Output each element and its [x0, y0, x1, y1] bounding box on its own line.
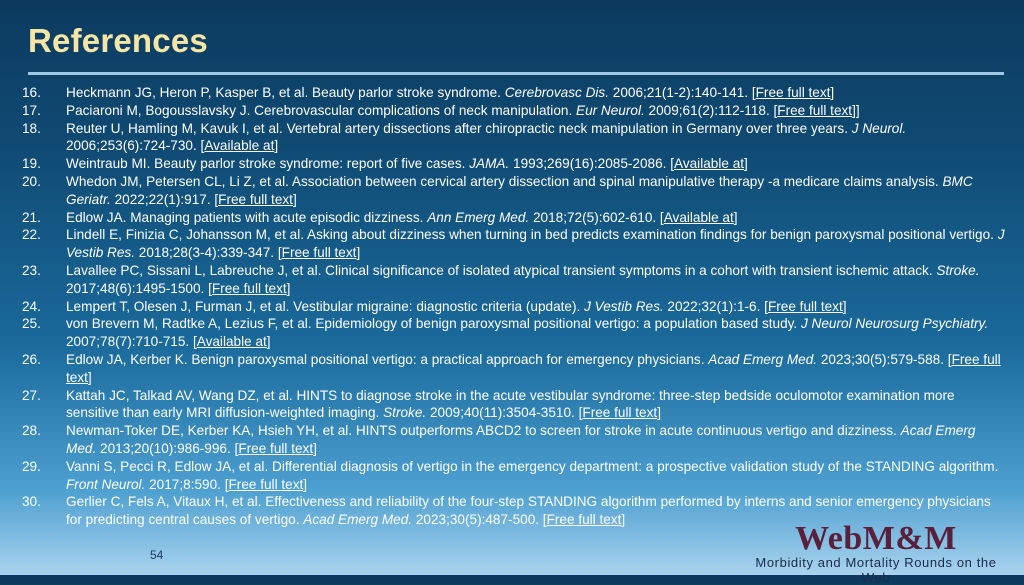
reference-journal: Front Neurol. — [66, 476, 146, 492]
reference-number: 20. — [22, 173, 41, 189]
reference-details: 1993;269(16):2085-2086. [ — [509, 156, 674, 172]
webmm-logo — [746, 522, 1006, 585]
reference-text: Lempert T, Olesen J, Furman J, et al. Vestibular migraine: diagnostic criteria (update). — [66, 298, 585, 314]
reference-item — [22, 120, 1007, 156]
reference-text: Lavallee PC, Sissani L, Labreuche J, et al. Clinical significance of isolated atypical transient symptoms in a cohort with transient ischemic attack. — [66, 262, 937, 278]
reference-link[interactable]: Free full text — [66, 351, 1001, 385]
reference-bracket: ] — [313, 440, 317, 456]
title-divider — [28, 72, 1004, 75]
reference-bracket: ] — [292, 191, 297, 207]
reference-details: 2017;48(6):1495-1500. [ — [66, 280, 212, 296]
reference-bracket: ]] — [852, 102, 860, 118]
reference-citation — [66, 387, 1007, 423]
reference-link[interactable]: Available at — [674, 156, 745, 172]
reference-citation — [66, 422, 1007, 458]
reference-number: 26. — [22, 351, 41, 367]
reference-number: 30. — [22, 494, 41, 510]
reference-link[interactable]: Free full text — [755, 85, 831, 100]
reference-link[interactable]: Free full text — [777, 102, 853, 118]
reference-citation — [66, 155, 1007, 173]
reference-item — [22, 262, 1007, 298]
reference-details: 2022;32(1):1-6. [ — [663, 298, 768, 314]
reference-journal: Acad Emerg Med. — [708, 351, 818, 367]
reference-list — [22, 84, 1007, 529]
reference-journal: Eur Neurol. — [576, 102, 645, 118]
reference-link[interactable]: Free full text — [211, 280, 287, 296]
reference-link[interactable]: Available at — [663, 209, 734, 225]
reference-item — [22, 155, 1007, 173]
reference-journal: J Vestib Res. — [66, 227, 1005, 261]
reference-bracket: ] — [657, 405, 661, 421]
reference-item — [22, 387, 1007, 423]
reference-number: 18. — [22, 120, 41, 136]
reference-details: 2009;40(11):3504-3510. [ — [426, 405, 583, 421]
reference-text: Reuter U, Hamling M, Kavuk I, et al. Vertebral artery dissections after chiropractic neck manipulation in Germany over three years. — [66, 120, 852, 136]
reference-text: Edlow JA, Kerber K. Benign paroxysmal positional vertigo: a practical approach for emergency physicians. — [66, 351, 709, 367]
reference-text: Heckmann JG, Heron P, Kasper B, et al. Beauty parlor stroke syndrome. — [66, 85, 505, 100]
reference-bracket: ] — [356, 245, 361, 261]
reference-link[interactable]: Free full text — [546, 512, 622, 528]
reference-link[interactable]: Available at — [196, 334, 267, 350]
reference-item — [22, 102, 1007, 120]
reference-item — [22, 298, 1007, 316]
reference-citation — [66, 84, 1007, 102]
reference-details: 2007;78(7):710-715. [ — [66, 334, 197, 350]
reference-bracket: ] — [733, 209, 738, 225]
page-number: 54 — [150, 548, 164, 562]
reference-citation — [66, 315, 1007, 351]
reference-text: Lindell E, Finizia C, Johansson M, et al. Asking about dizziness when turning in bed predicts examination findings for benign paroxysmal positional vertigo. — [66, 227, 998, 243]
reference-text: Vanni S, Pecci R, Edlow JA, et al. Differential diagnosis of vertigo in the emergency department: a prospective validation study of the STANDING algorithm. — [66, 458, 999, 474]
reference-item — [22, 458, 1007, 494]
logo-tagline: Morbidity and Mortality Rounds on the Web — [755, 555, 997, 585]
reference-number: 16. — [22, 85, 41, 100]
reference-text: Kattah JC, Talkad AV, Wang DZ, et al. HINTS to diagnose stroke in the acute vestibular syndrome: three-step bedside oculomotor examination more sensitive than early MRI diffusion-weighted imaging. — [66, 387, 955, 421]
reference-number: 19. — [22, 156, 41, 172]
reference-journal: BMC Geriatr. — [66, 173, 973, 207]
reference-number: 17. — [22, 102, 41, 118]
reference-bracket: ] — [286, 280, 291, 296]
reference-journal: Stroke. — [936, 262, 980, 278]
page-title: References — [28, 22, 208, 59]
reference-text: Whedon JM, Petersen CL, Li Z, et al. Association between cervical artery dissection and spinal manipulative therapy -a medicare claims analysis. — [66, 173, 943, 189]
reference-number: 25. — [22, 316, 41, 332]
reference-text: Paciaroni M, Bogousslavsky J. Cerebrovascular complications of neck manipulation. — [66, 102, 576, 118]
reference-journal: J Neurol. — [851, 120, 907, 136]
reference-journal: JAMA. — [469, 156, 510, 172]
reference-link[interactable]: Free full text — [281, 245, 357, 261]
reference-text: Weintraub MI. Beauty parlor stroke syndrome: report of five cases. — [66, 156, 470, 172]
reference-journal: J Vestib Res. — [584, 298, 664, 314]
reference-number: 21. — [22, 209, 41, 225]
reference-citation — [66, 173, 1007, 209]
reference-details: 2013;20(10):986-996. [ — [96, 440, 239, 456]
reference-item — [22, 84, 1007, 102]
reference-journal: Stroke. — [383, 405, 427, 421]
reference-citation — [66, 102, 1007, 120]
reference-details: 2018;72(5):602-610. [ — [529, 209, 664, 225]
reference-bracket: ] — [266, 334, 271, 350]
reference-details: 2009;61(2):112-118. [ — [644, 102, 778, 118]
reference-number: 28. — [22, 423, 41, 439]
reference-bracket: ] — [621, 512, 626, 528]
reference-journal: J Neurol Neurosurg Psychiatry. — [800, 316, 989, 332]
reference-text: Gerlier C, Fels A, Vitaux H, et al. Effectiveness and reliability of the four-step STANDING algorithm performed by interns and senior emergency physicians for predicting central causes of vertigo. — [66, 494, 991, 528]
reference-citation — [66, 120, 1007, 156]
reference-details: 2022;22(1):917. [ — [110, 191, 219, 207]
reference-citation — [66, 209, 1007, 227]
reference-bracket: ] — [830, 85, 835, 100]
reference-number: 22. — [22, 227, 41, 243]
reference-item — [22, 209, 1007, 227]
reference-citation — [66, 226, 1007, 262]
reference-citation — [66, 351, 1007, 387]
reference-link[interactable]: Free full text — [767, 298, 843, 314]
reference-text: von Brevern M, Radtke A, Lezius F, et al. Epidemiology of benign paroxysmal positional vertigo: a population based study. — [66, 316, 801, 332]
reference-citation — [66, 458, 1007, 494]
reference-journal: Ann Emerg Med. — [427, 209, 530, 225]
reference-item — [22, 226, 1007, 262]
reference-text: Edlow JA. Managing patients with acute episodic dizziness. — [66, 209, 428, 225]
reference-link[interactable]: Available at — [204, 138, 275, 154]
reference-text: Newman-Toker DE, Kerber KA, Hsieh YH, et al. HINTS outperforms ABCD2 to screen for stroke in acute continuous vertigo and dizziness. — [66, 423, 901, 439]
reference-journal: Acad Emerg Med. — [66, 423, 976, 456]
reference-bracket: ] — [87, 369, 92, 385]
reference-number: 29. — [22, 458, 41, 474]
reference-bracket: ] — [744, 156, 748, 172]
reference-number: 27. — [22, 387, 41, 403]
reference-link[interactable]: Free full text — [228, 476, 304, 492]
reference-citation — [66, 298, 1007, 316]
reference-number: 23. — [22, 262, 41, 278]
reference-link[interactable]: Free full text — [218, 191, 293, 207]
reference-citation — [66, 262, 1007, 298]
reference-bracket: ] — [303, 476, 308, 492]
reference-link[interactable]: Free full text — [582, 405, 658, 421]
reference-details: 2006;21(1-2):140-141. [ — [608, 85, 756, 100]
reference-details: 2023;30(5):579-588. [ — [817, 351, 952, 367]
reference-number: 24. — [22, 298, 41, 314]
reference-details: 2006;253(6):724-730. [ — [66, 138, 205, 154]
reference-details: 2018;28(3-4):339-347. [ — [135, 245, 282, 261]
reference-item — [22, 351, 1007, 387]
logo-wordmark: WebM&M — [795, 520, 957, 557]
reference-bracket: ] — [274, 138, 279, 154]
reference-details: 2023;30(5):487-500. [ — [412, 512, 547, 528]
reference-item — [22, 173, 1007, 209]
reference-item — [22, 315, 1007, 351]
reference-item — [22, 422, 1007, 458]
reference-link[interactable]: Free full text — [238, 440, 314, 456]
reference-details: 2017;8:590. [ — [145, 476, 229, 492]
reference-journal: Cerebrovasc Dis. — [504, 85, 609, 100]
reference-bracket: ] — [842, 298, 847, 314]
reference-journal: Acad Emerg Med. — [303, 512, 413, 528]
